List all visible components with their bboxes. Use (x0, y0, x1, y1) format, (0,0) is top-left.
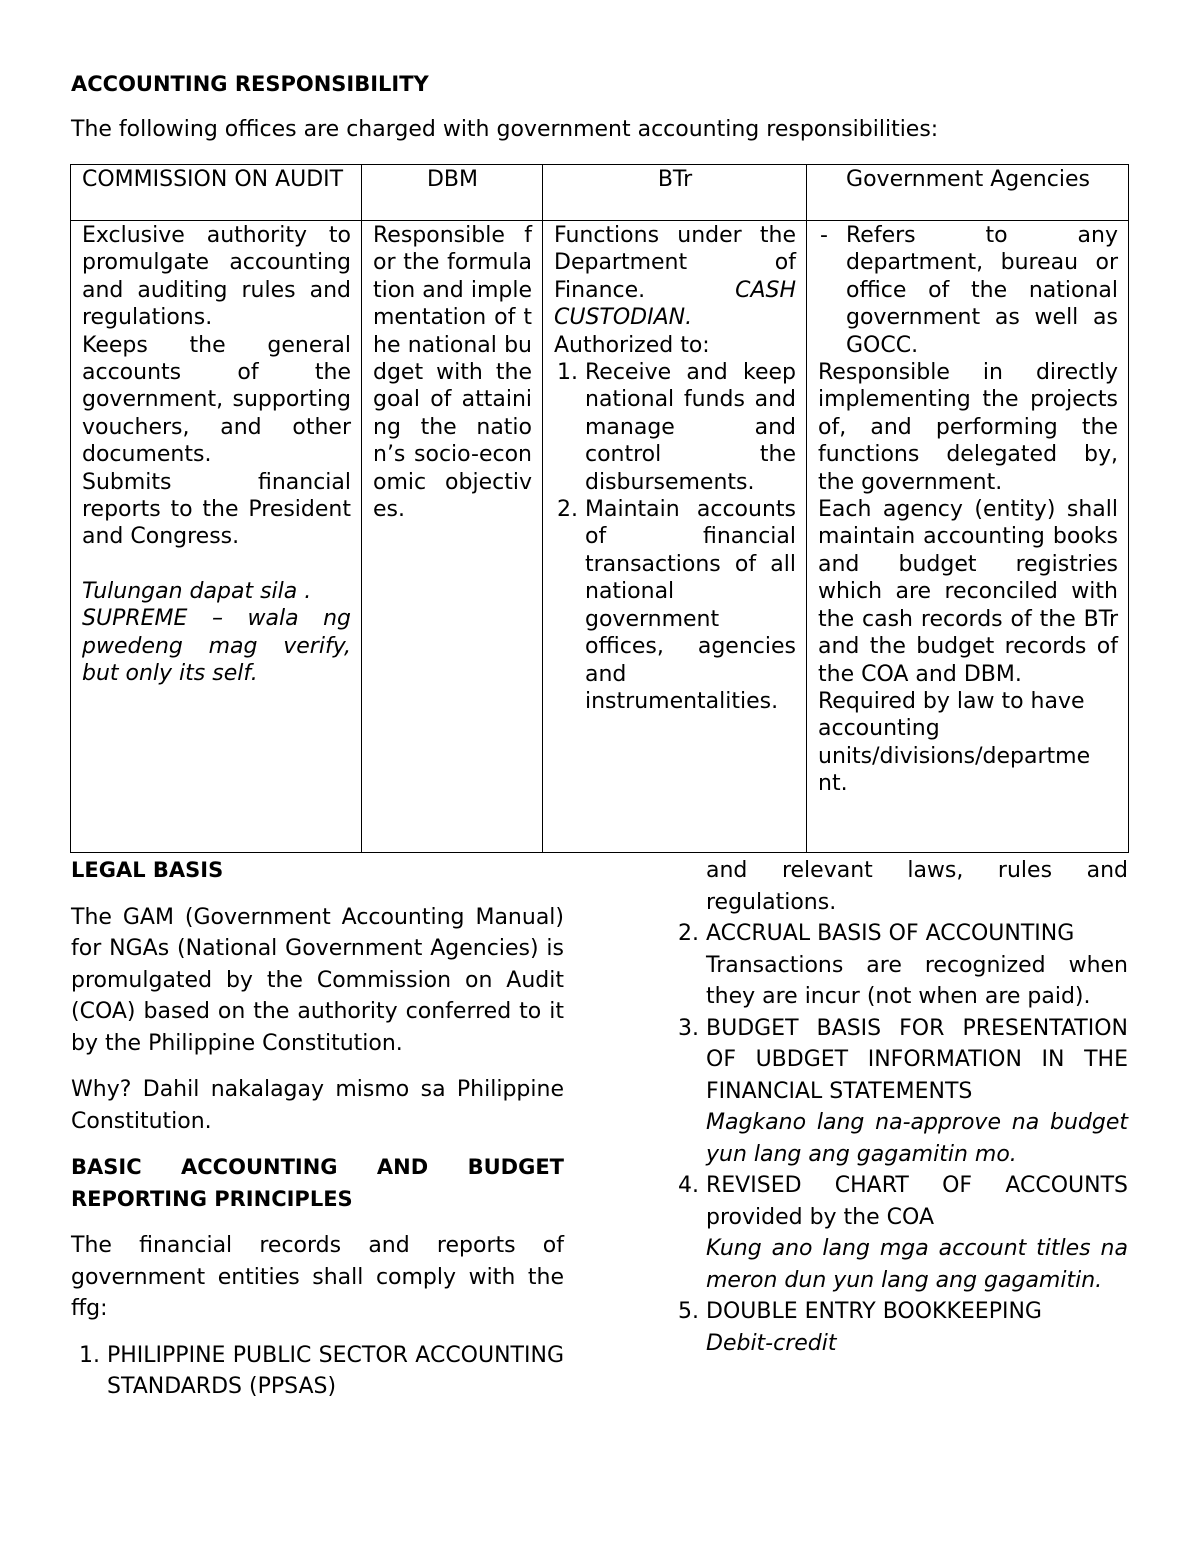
list-item: 2. Maintain accounts of financial transactions of all national government offices, agencies and instrumentalities. (585, 496, 796, 715)
legal-basis-heading: LEGAL BASIS (71, 858, 224, 882)
principles-list-continued (669, 918, 1128, 1359)
principles-intro: The financial records and reports of government entities shall comply with the ffg: (71, 1233, 564, 1321)
principle-note: Kung ano lang mga account titles na meron dun yun lang ang gagamitin. (706, 1236, 1128, 1293)
btr-cash-custodian: CASH CUSTODIAN. (554, 277, 796, 331)
principle-title: ACCRUAL BASIS OF ACCOUNTING (706, 921, 1075, 946)
cell-btr (543, 221, 807, 853)
agencies-text-2: Each agency (entity) shall maintain accounting books and budget registries which are reconciled with the cash records of the BTr and the budget records of the COA and DBM. (818, 497, 1118, 687)
coa-text-1: Exclusive authority to promulgate accounting and auditing rules and regulations. (82, 223, 351, 331)
agencies-dash-list (818, 222, 1118, 359)
table-header-row (71, 165, 1129, 221)
page-title: ACCOUNTING RESPONSIBILITY (71, 72, 429, 96)
cell-dbm (362, 221, 543, 853)
list-item: 1. Receive and keep national funds and manage and control the disbursements. (585, 359, 796, 496)
list-item (706, 1296, 1128, 1359)
intro-text: The following offices are charged with government accounting responsibilities: (71, 117, 939, 142)
coa-text-2: Keeps the general accounts of the government, supporting vouchers, and other documents. (82, 332, 351, 468)
header-agencies: Government Agencies (807, 165, 1129, 221)
btr-function-text: Functions under the Department of Finance. (554, 223, 796, 303)
responsibility-table (70, 164, 1129, 853)
agencies-text-1: Responsible in directly implementing the projects of, and performing the functions delegated by, the government. (818, 360, 1118, 495)
cell-agencies (807, 221, 1129, 853)
btr-text-2: Authorized to: (554, 332, 710, 358)
btr-list (554, 359, 796, 715)
principle-note: Debit-credit (706, 1330, 837, 1356)
coa-note-2: SUPREME – wala ng pwedeng mag verify, but only its self. (82, 606, 351, 687)
coa-note-1: Tulungan dapat sila . (82, 578, 312, 604)
principle-note: Transactions are recognized when they are incur (not when are paid). (706, 952, 1128, 1009)
agencies-text-3: Required by law to have accounting units/divisions/departme nt. (818, 688, 1091, 797)
dbm-text: Responsible for the formulation and implementation of the national budget with the goal of attaining the nation’s socio-economic objectives. (373, 223, 532, 523)
right-column (669, 855, 1128, 1359)
table-row (71, 221, 1129, 853)
header-btr: BTr (543, 165, 807, 221)
left-column (71, 855, 564, 1403)
coa-text-3: Submits financial reports to the President and Congress. (82, 469, 351, 550)
principle-note: Magkano lang na-approve na budget yun lang ang gagamitin mo. (706, 1110, 1128, 1167)
principle-item-1-continued: and relevant laws, rules and regulations. (706, 858, 1128, 915)
principle-title: DOUBLE ENTRY BOOKKEEPING (706, 1299, 1042, 1324)
legal-basis-text: The GAM (Government Accounting Manual) for NGAs (National Government Agencies) is promulgated by the Commission on Audit (COA) based on the authority conferred to it by the Philippine Constitution. (71, 904, 564, 1056)
list-item (706, 1170, 1128, 1296)
legal-basis-why: Why? Dahil nakalagay mismo sa Philippine Constitution. (71, 1077, 564, 1134)
btr-text-1 (554, 222, 796, 332)
principles-heading: BASIC ACCOUNTING AND BUDGET REPORTING PRINCIPLES (71, 1155, 564, 1211)
header-coa: COMMISSION ON AUDIT (71, 165, 362, 221)
principles-list-start (71, 1340, 564, 1403)
list-item (706, 918, 1128, 1013)
principle-item-1: 1. PHILIPPINE PUBLIC SECTOR ACCOUNTING STANDARDS (PPSAS) (107, 1340, 564, 1403)
cell-coa (71, 221, 362, 853)
header-dbm: DBM (362, 165, 543, 221)
principle-title: REVISED CHART OF ACCOUNTS provided by the COA (706, 1173, 1128, 1230)
principle-title: BUDGET BASIS FOR PRESENTATION OF UBDGET INFORMATION IN THE FINANCIAL STATEMENTS (706, 1015, 1128, 1104)
list-item (706, 1013, 1128, 1171)
list-item: - Refers to any department, bureau or office of the national government as well as GOCC. (846, 222, 1118, 359)
